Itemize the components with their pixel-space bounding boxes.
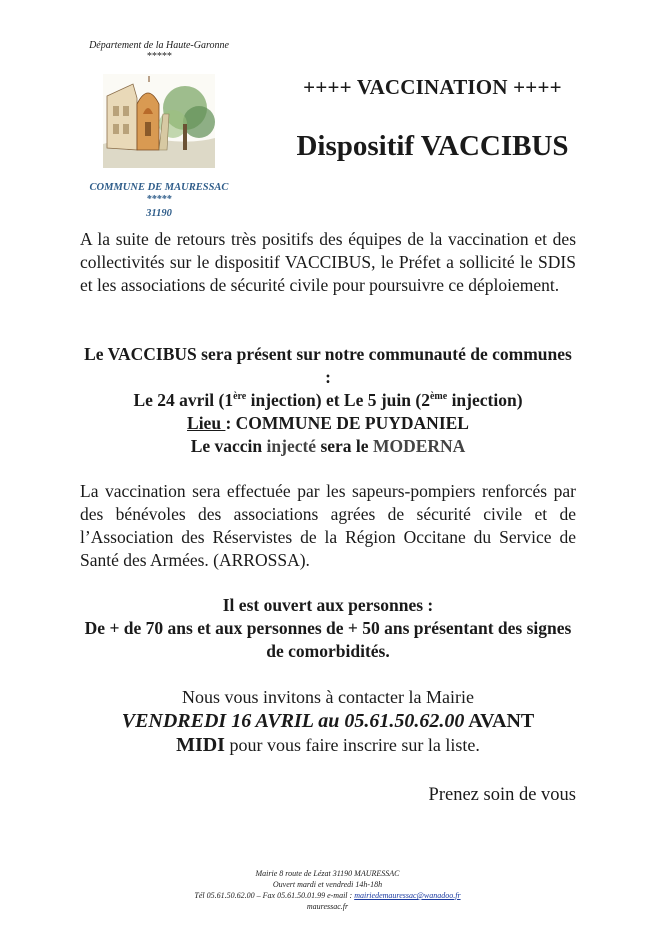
contact-midi-line [80,733,576,757]
headline-vaccination: ++++ VACCINATION ++++ [303,75,562,99]
superscript-first: ère [233,391,247,403]
vaccine-text-c: sera le [316,436,373,456]
contact-rest: pour vous faire inscrire sur la liste. [224,735,480,755]
vaccine-text-b: injecté [266,436,317,456]
footer-phone-fax: Tél 05.61.50.62.00 – Fax 05.61.50.01.99 e-mail : [194,891,355,900]
date-first-injection: Le 24 avril (1 [133,390,234,410]
location-value: : COMMUNE DE PUYDANIEL [225,413,469,433]
superscript-second: ème [429,391,448,403]
footer-website[interactable]: mauressac.fr [306,902,349,911]
contact-date-phone: VENDREDI 16 AVRIL au 05.61.50.62.00 [121,710,465,732]
date-second-injection: injection) et Le 5 juin (2 [246,390,430,410]
footer-hours: Ouvert mardi et vendredi 14h-18h [272,880,383,889]
closing-line: Prenez soin de vous [428,785,576,805]
vaccine-text-a: Le vaccin [190,436,267,456]
footer-email-link[interactable]: mairiedemauressac@wanadoo.fr [354,891,461,900]
vaccine-brand: MODERNA [372,436,466,456]
stars-divider-top: ***** [146,51,172,62]
footer-address: Mairie 8 route de Lézat 31190 MAURESSAC [255,869,400,878]
document-title: Dispositif VACCIBUS [296,130,569,162]
eligibility-heading: Il est ouvert aux personnes : [222,595,434,615]
vaccibus-block [80,343,576,458]
footer [0,868,655,912]
location-label: Lieu [187,413,226,433]
vaccibus-dates-line [80,389,576,412]
stars-divider-bottom: ***** [146,194,172,205]
vaccibus-location-line [80,412,576,435]
vaccibus-presence-line: Le VACCIBUS sera présent sur notre communauté de communes : [84,344,572,387]
contact-avant: AVANT [464,710,535,732]
contact-midi: MIDI [176,734,225,756]
injection-suffix: injection) [447,390,523,410]
footer-contact-line [0,890,655,901]
department-name: Département de la Haute-Garonne [89,40,229,51]
intro-paragraph: A la suite de retours très positifs des équipes de la vaccination et des collectivités sur le dispositif VACCIBUS, le Préfet a sollicité le SDIS et les associations de sécurité civile pour poursuivre ce déploiement. [80,229,576,295]
contact-intro: Nous vous invitons à contacter la Mairie [182,687,474,707]
commune-logo-watercolor [103,74,215,168]
eligibility-criteria: De + de 70 ans et aux personnes de + 50 ans présentant des signes de comorbidités. [84,618,572,661]
eligibility-block [80,594,576,663]
contact-highlight-line [80,709,576,733]
vaccibus-vaccine-line [80,435,576,458]
letterhead [78,40,240,221]
postal-code: 31190 [146,208,172,219]
contact-block [80,685,576,757]
vaccination-paragraph: La vaccination sera effectuée par les sapeurs-pompiers renforcés par des bénévoles des associations agrées de sécurité civile et de l’Association des Réservistes de la Région Occitane du Service de Santé des Armées. (ARROSSA). [80,481,576,570]
commune-name: COMMUNE DE MAURESSAC [89,182,229,193]
